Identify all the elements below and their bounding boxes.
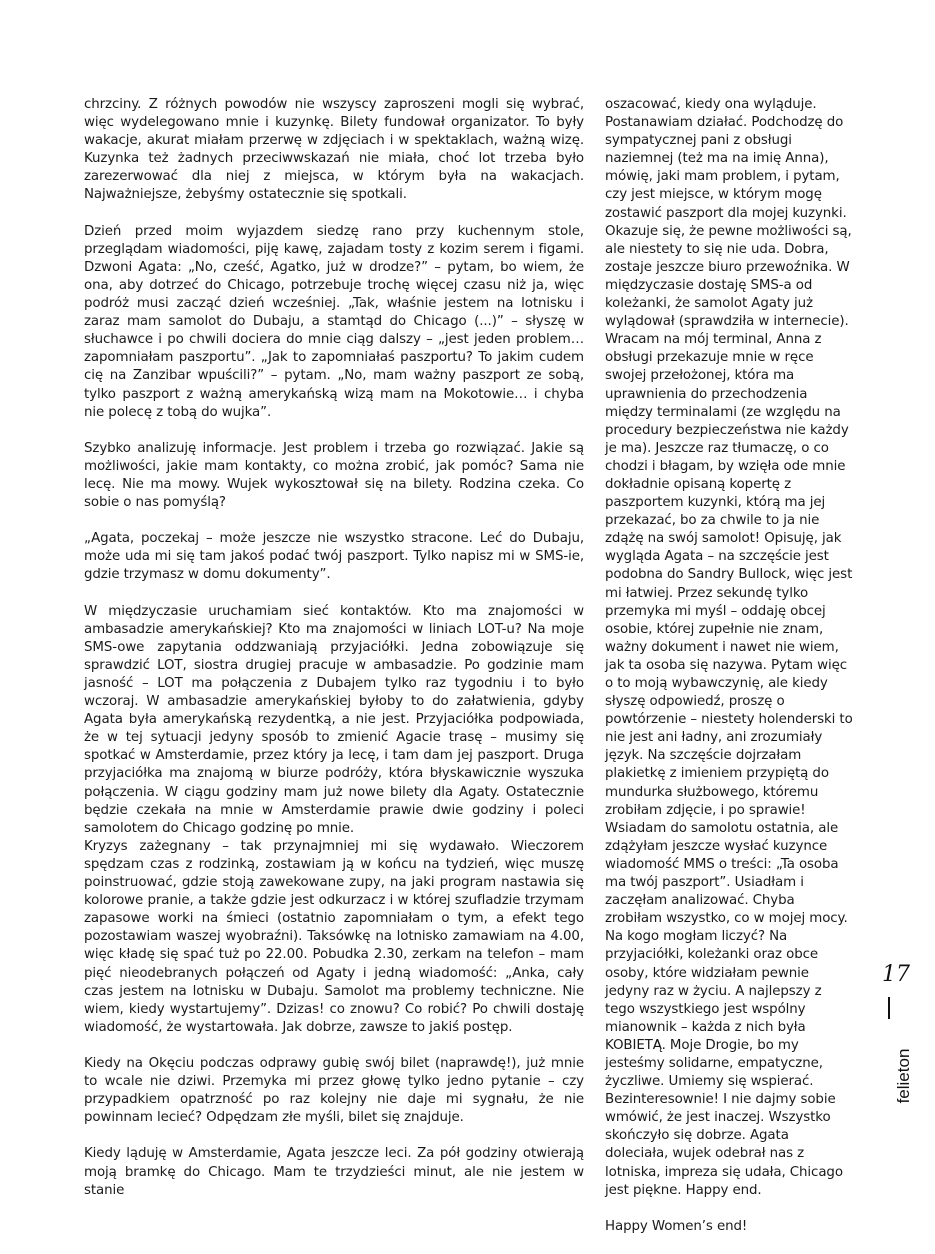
paragraph: Kiedy ląduję w Amsterdamie, Agata jeszcze leci. Za pół godziny otwierają moją bramkę do Chicago. Mam te trzydzieści minut, ale nie jestem w stanie [84,1146,584,1198]
paragraph: „Agata, poczekaj – może jeszcze nie wszystko stracone. Leć do Dubaju, może uda mi się tam jakoś podać twój paszport. Tylko napisz mi w SMS-ie, gdzie trzymasz w domu dokumenty”. [84,531,584,583]
closing-line: Happy Women’s end! [605,1218,748,1234]
article-column-left [84,96,584,1218]
paragraph: oszacować, kiedy ona wyląduje. Postanawiam działać. Podchodzę do sympatycznej pani z obsługi naziemnej (też ma na imię Anna), mówię, jaki mam problem, i pytam, czy jest miejsce, w którym mogę zostawić paszport dla mojej kuzynki. Okazuje się, że pewne możliwości są, ale niestety to się nie uda. Dobra, zostaje jeszcze biuro przewoźnika. W międzyczasie dostaję SMS-a od koleżanki, że samolot Agaty już wylądował (sprawdziła w internecie). Wracam na mój terminal, Anna z obsługi przekazuje mnie w ręce swojej przełożonej, która ma uprawnienia do przechodzenia między terminalami (ze względu na procedury bezpieczeństwa nie każdy je ma). Jeszcze raz tłumaczę, o co chodzi i błagam, by wzięła ode mnie dokładnie opisaną kopertę z paszportem kuzynki, którą ma jej przekazać, bo za chwile to ja nie zdążę na swój samolot! Opisuję, jak wygląda Agata – na szczęście jest podobna do Sandry Bullock, więc jest mi łatwiej. Przez sekundę tylko przemyka mi myśl – oddaję obcej osobie, której zupełnie nie znam, ważny dokument i nawet nie wiem, jak ta osoba się nazywa. Pytam więc o to moją wybawczynię, ale kiedy słyszę odpowiedź, proszę o powtórzenie – niestety holenderski to nie jest ani ładny, ani zrozumiały język. Na szczęście dojrzałam plakietkę z imieniem przypiętą do mundurka służbowego, któremu zrobiłam zdjęcie, i po sprawie! Wsiadam do samolotu ostatnia, ale zdążyłam jeszcze wysłać kuzynce wiadomość MMS o treści: „Ta osoba ma twój paszport”. Usiadłam i zaczęłam analizować. Chyba zrobiłam wszystko, co w mojej mocy. Na kogo mogłam liczyć? Na przyjaciółki, koleżanki oraz obce osoby, które widziałam pewnie jedyny raz w życiu. A najlepszy z tego wszystkiego jest wspólny mianownik – każda z nich była KOBIETĄ. Moje Drogie, bo my jesteśmy solidarne, empatyczne, życzliwe. Umiemy się wspierać. Bezinteresownie! I nie dajmy sobie wmówić, że jest inaczej. Wszystko skończyło się dobrze. Agata doleciała, wujek odebrał nas z lotniska, impreza się udała, Chicago jest piękne. Happy end. [605,97,853,1198]
folio-divider [888,997,890,1019]
paragraph: W międzyczasie uruchamiam sieć kontaktów. Kto ma znajomości w ambasadzie amerykańskiej? Kto ma znajomości w liniach LOT-u? Na moje SMS-owe zapytania oddzwaniają przyjaciółki. Jedna zobowiązuje się sprawdzić LOT, siostra drugiej pracuje w ambasadzie. Po godzinie mam jasność – LOT ma połączenia z Dubajem tylko raz tygodniu i to było wczoraj. W ambasadzie amerykańskiej byłoby to do załatwienia, gdyby Agata była amerykańską rezydentką, a nie jest. Przyjaciółka podpowiada, że w tej sytuacji jedyny sposób to zmienić Agacie trasę – musimy się spotkać w Amsterdamie, przez który ja lecę, i tam dam jej paszport. Druga przyjaciółka ma znajomą w biurze podróży, która błyskawicznie wyszuka połączenia. W ciągu godziny mam już nowe bilety dla Agaty. Ostatecznie będzie czekała na mnie w Amsterdamie prawie dwie godziny i poleci samolotem do Chicago godzinę po mnie. [84,603,584,836]
paragraph: Kryzys zażegnany – tak przynajmniej mi się wydawało. Wieczorem spędzam czas z rodzinką, zostawiam ją w końcu na tydzień, więc muszę poinstruować, gdzie stoją zawekowane zupy, na jaki program nastawia się kolorowe pranie, a także gdzie jest odkurzacz i w której szufladzie trzymam zapasowe worki na śmieci (ostatnio zapomniałam o tym, a efekt tego pozostawiam waszej wyobraźni). Taksówkę na lotnisko zamawiam na 4.00, więc kładę się spać tuż po 22.00. Pobudka 2.30, zerkam na telefon – mam pięć nieodebranych połączeń od Agaty i jedną wiadomość: „Anka, cały czas jestem na lotnisku w Dubaju. Samolot ma problemy techniczne. Nie wiem, kiedy wystartujemy”. Dzizas! co znowu? Co robić? Po chwili dostaję wiadomość, że wystartowała. Jak dobrze, zawsze to jakiś postęp. [84,838,584,1035]
article-column-right [605,96,855,1254]
paragraph: Dzień przed moim wyjazdem siedzę rano przy kuchennym stole, przeglądam wiadomości, piję kawę, zajadam tosty z kozim serem i figami. Dzwoni Agata: „No, cześć, Agatko, już w drodze?” – pytam, bo wiem, że ona, aby dotrzeć do Chicago, potrzebuje trochę więcej czasu niż ja, więc podróż musi zacząć dzień wcześniej. „Tak, właśnie jestem na lotnisku i zaraz mam samolot do Dubaju, a stamtąd do Chicago (...)” – słyszę w słuchawce i po chwili dociera do mnie ciąg dalszy – „jest jeden problem… zapomniałam paszportu”. „Jak to zapomniałaś paszportu? To jakim cudem cię na Zanzibar wpuścili?” – pytam. „No, mam ważny paszport ze sobą, tylko paszport z ważną amerykańską wizą mam na Mokotowie… i chyba nie polecę z tobą do wujka”. [84,223,584,420]
page-number: 17 [882,962,910,987]
paragraph: Kiedy na Okęciu podczas odprawy gubię swój bilet (naprawdę!), już mnie to wcale nie dziwi. Przemyka mi przez głowę tylko jedno pytanie – czy przypadkiem opatrzność po raz kolejny nie daje mi sygnału, że nie powinnam lecieć? Odpędzam złe myśli, bilet się znajduje. [84,1055,584,1126]
paragraph: chrzciny. Z różnych powodów nie wszyscy zaproszeni mogli się wybrać, więc wydelegowano mnie i kuzynkę. Bilety fundował organizator. To były wakacje, akurat miałam przerwę w zdjęciach i w spektaklach, ważną wizę. Kuzynka też żadnych przeciwwskazań nie miała, choć lot trzeba było zarezerwować dla niej z miejsca, w którym była na wakacjach. Najważniejsze, żebyśmy ostatecznie się spotkali. [84,97,584,203]
paragraph: Szybko analizuję informacje. Jest problem i trzeba go rozwiązać. Jakie są możliwości, jakie mam kontakty, co można zrobić, jak pomóc? Sama nie lecę. Nie ma mowy. Wujek wykosztował się na bilety. Rodzina czeka. Co sobie o nas pomyślą? [84,440,584,511]
section-label: felieton [894,1048,913,1104]
folio [866,962,916,1102]
